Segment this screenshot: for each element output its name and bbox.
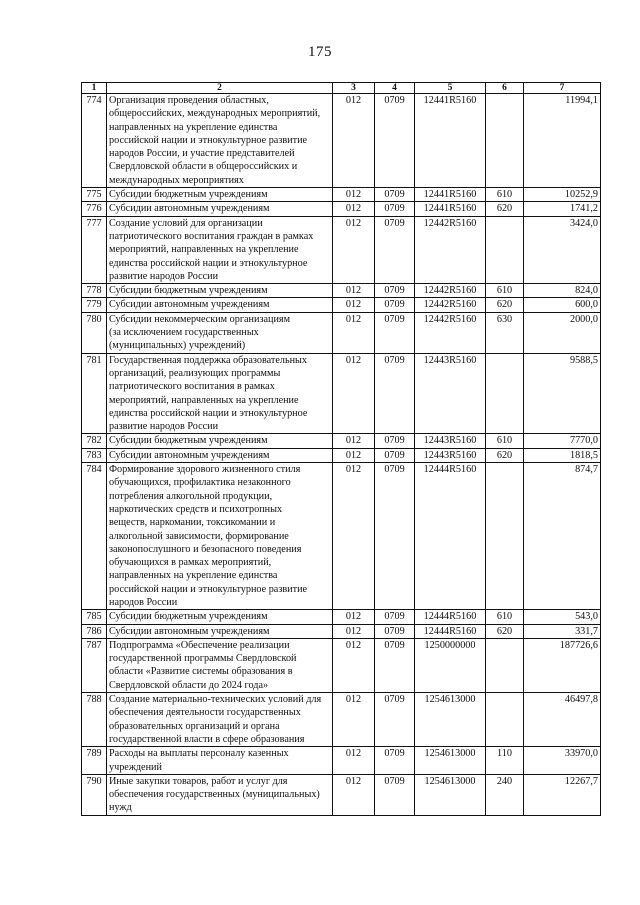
row-ministry-code: 012 — [333, 353, 375, 434]
row-name: Субсидии автономным учреждениям — [107, 298, 333, 312]
row-name: Формирование здорового жизненного стиля обучающихся, профилактика незаконного потребления алкогольной продукции, наркотических средств и психотропных веществ, наркомании, токсикомании и алкогольной зависимости, формирование законопослушного и безопасного поведения обучающихся в рамках мероприятий, направленных на укрепление единства российской нации и этнокультурное развитие народов России — [107, 463, 333, 610]
row-expense-type: 610 — [486, 610, 524, 624]
row-amount: 7770,0 — [524, 434, 601, 448]
row-number: 783 — [82, 448, 107, 462]
row-target-code: 12442R5160 — [415, 298, 486, 312]
row-name: Субсидии автономным учреждениям — [107, 624, 333, 638]
row-section-code: 0709 — [375, 448, 415, 462]
row-number: 785 — [82, 610, 107, 624]
row-amount: 9588,5 — [524, 353, 601, 434]
row-expense-type — [486, 638, 524, 692]
row-name: Субсидии некоммерческим организациям (за исключением государственных (муниципальных) учреждений) — [107, 312, 333, 353]
row-number: 787 — [82, 638, 107, 692]
row-target-code: 12442R5160 — [415, 216, 486, 283]
row-ministry-code: 012 — [333, 312, 375, 353]
table-header-row — [82, 83, 601, 94]
row-expense-type — [486, 693, 524, 747]
row-ministry-code: 012 — [333, 188, 375, 202]
row-ministry-code: 012 — [333, 693, 375, 747]
row-expense-type — [486, 94, 524, 188]
row-expense-type: 110 — [486, 747, 524, 775]
row-number: 790 — [82, 774, 107, 815]
header-col-3: 3 — [333, 83, 375, 94]
row-section-code: 0709 — [375, 284, 415, 298]
row-target-code: 12444R5160 — [415, 463, 486, 610]
row-section-code: 0709 — [375, 202, 415, 216]
row-target-code: 12443R5160 — [415, 448, 486, 462]
table-row — [82, 638, 601, 692]
row-number: 774 — [82, 94, 107, 188]
row-name: Расходы на выплаты персоналу казенных учреждений — [107, 747, 333, 775]
table-row — [82, 624, 601, 638]
row-number: 789 — [82, 747, 107, 775]
row-section-code: 0709 — [375, 434, 415, 448]
row-expense-type: 630 — [486, 312, 524, 353]
table-row — [82, 434, 601, 448]
row-ministry-code: 012 — [333, 284, 375, 298]
table-row — [82, 747, 601, 775]
table-row — [82, 353, 601, 434]
row-section-code: 0709 — [375, 624, 415, 638]
table-body — [82, 94, 601, 816]
header-col-4: 4 — [375, 83, 415, 94]
row-target-code: 12441R5160 — [415, 94, 486, 188]
row-number: 784 — [82, 463, 107, 610]
table-row — [82, 463, 601, 610]
row-section-code: 0709 — [375, 774, 415, 815]
row-ministry-code: 012 — [333, 624, 375, 638]
table-row — [82, 610, 601, 624]
row-target-code: 1254613000 — [415, 747, 486, 775]
row-amount: 11994,1 — [524, 94, 601, 188]
row-amount: 3424,0 — [524, 216, 601, 283]
row-amount: 824,0 — [524, 284, 601, 298]
row-ministry-code: 012 — [333, 463, 375, 610]
row-section-code: 0709 — [375, 638, 415, 692]
row-target-code: 12443R5160 — [415, 434, 486, 448]
row-amount: 12267,7 — [524, 774, 601, 815]
row-amount: 600,0 — [524, 298, 601, 312]
row-ministry-code: 012 — [333, 94, 375, 188]
row-amount: 331,7 — [524, 624, 601, 638]
row-name: Субсидии бюджетным учреждениям — [107, 610, 333, 624]
row-target-code: 12442R5160 — [415, 284, 486, 298]
row-target-code: 12441R5160 — [415, 188, 486, 202]
row-section-code: 0709 — [375, 312, 415, 353]
row-amount: 187726,6 — [524, 638, 601, 692]
row-section-code: 0709 — [375, 216, 415, 283]
row-target-code: 12443R5160 — [415, 353, 486, 434]
row-number: 779 — [82, 298, 107, 312]
row-target-code: 12442R5160 — [415, 312, 486, 353]
row-section-code: 0709 — [375, 298, 415, 312]
row-name: Субсидии автономным учреждениям — [107, 448, 333, 462]
row-section-code: 0709 — [375, 693, 415, 747]
row-expense-type — [486, 216, 524, 283]
header-col-5: 5 — [415, 83, 486, 94]
row-expense-type — [486, 463, 524, 610]
row-section-code: 0709 — [375, 188, 415, 202]
row-section-code: 0709 — [375, 353, 415, 434]
row-name: Иные закупки товаров, работ и услуг для обеспечения государственных (муниципальных) нужд — [107, 774, 333, 815]
row-section-code: 0709 — [375, 463, 415, 610]
row-name: Подпрограмма «Обеспечение реализации государственной программы Свердловской области «Развитие системы образования в Свердловской области до 2024 года» — [107, 638, 333, 692]
row-number: 780 — [82, 312, 107, 353]
row-number: 775 — [82, 188, 107, 202]
row-ministry-code: 012 — [333, 610, 375, 624]
row-number: 776 — [82, 202, 107, 216]
row-target-code: 12444R5160 — [415, 610, 486, 624]
row-expense-type: 610 — [486, 188, 524, 202]
row-name: Организация проведения областных, общероссийских, международных мероприятий, направленных на укрепление единства российской нации и этнокультурное развитие народов России, и участие представителей Свердловской области в общероссийских и международных мероприятиях — [107, 94, 333, 188]
table-row — [82, 312, 601, 353]
row-expense-type — [486, 353, 524, 434]
row-name: Субсидии бюджетным учреждениям — [107, 284, 333, 298]
row-section-code: 0709 — [375, 94, 415, 188]
row-expense-type: 620 — [486, 448, 524, 462]
row-ministry-code: 012 — [333, 638, 375, 692]
header-col-1: 1 — [82, 83, 107, 94]
row-ministry-code: 012 — [333, 747, 375, 775]
table-row — [82, 774, 601, 815]
row-name: Субсидии бюджетным учреждениям — [107, 434, 333, 448]
table-row — [82, 298, 601, 312]
table-row — [82, 202, 601, 216]
row-name: Государственная поддержка образовательных организаций, реализующих программы патриотического воспитания в рамках мероприятий, направленных на укрепление единства российской нации и этнокультурное развитие народов России — [107, 353, 333, 434]
row-target-code: 12444R5160 — [415, 624, 486, 638]
row-target-code: 1254613000 — [415, 693, 486, 747]
budget-table — [81, 82, 601, 816]
row-ministry-code: 012 — [333, 202, 375, 216]
table-row — [82, 188, 601, 202]
row-expense-type: 610 — [486, 434, 524, 448]
row-name: Создание условий для организации патриотического воспитания граждан в рамках мероприятий, направленных на укрепление единства российской нации и этнокультурное развитие народов России — [107, 216, 333, 283]
row-amount: 46497,8 — [524, 693, 601, 747]
row-ministry-code: 012 — [333, 434, 375, 448]
row-ministry-code: 012 — [333, 216, 375, 283]
row-section-code: 0709 — [375, 610, 415, 624]
row-name: Субсидии автономным учреждениям — [107, 202, 333, 216]
row-expense-type: 620 — [486, 624, 524, 638]
row-expense-type: 620 — [486, 298, 524, 312]
row-ministry-code: 012 — [333, 298, 375, 312]
header-col-2: 2 — [107, 83, 333, 94]
row-amount: 10252,9 — [524, 188, 601, 202]
row-amount: 1818,5 — [524, 448, 601, 462]
row-number: 782 — [82, 434, 107, 448]
row-amount: 1741,2 — [524, 202, 601, 216]
table-row — [82, 94, 601, 188]
row-target-code: 12441R5160 — [415, 202, 486, 216]
row-amount: 543,0 — [524, 610, 601, 624]
row-expense-type: 610 — [486, 284, 524, 298]
page-number: 175 — [308, 44, 332, 60]
row-amount: 33970,0 — [524, 747, 601, 775]
row-name: Субсидии бюджетным учреждениям — [107, 188, 333, 202]
row-number: 788 — [82, 693, 107, 747]
row-number: 778 — [82, 284, 107, 298]
row-target-code: 1250000000 — [415, 638, 486, 692]
table-row — [82, 448, 601, 462]
table-row — [82, 693, 601, 747]
row-expense-type: 240 — [486, 774, 524, 815]
row-section-code: 0709 — [375, 747, 415, 775]
row-amount: 874,7 — [524, 463, 601, 610]
row-ministry-code: 012 — [333, 774, 375, 815]
row-target-code: 1254613000 — [415, 774, 486, 815]
row-amount: 2000,0 — [524, 312, 601, 353]
row-number: 786 — [82, 624, 107, 638]
table-row — [82, 284, 601, 298]
row-ministry-code: 012 — [333, 448, 375, 462]
row-expense-type: 620 — [486, 202, 524, 216]
row-name: Создание материально-технических условий для обеспечения деятельности государственных образовательных организаций и органа государственной власти в сфере образования — [107, 693, 333, 747]
row-number: 781 — [82, 353, 107, 434]
header-col-6: 6 — [486, 83, 524, 94]
header-col-7: 7 — [524, 83, 601, 94]
table-row — [82, 216, 601, 283]
row-number: 777 — [82, 216, 107, 283]
